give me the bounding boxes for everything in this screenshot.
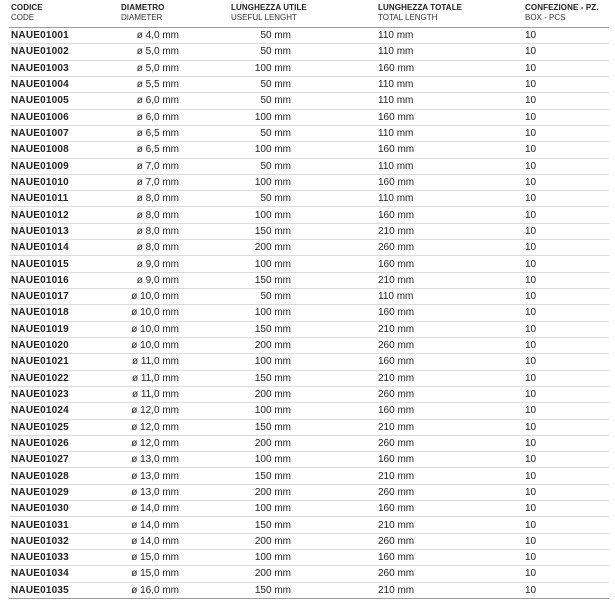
table-row	[9, 533, 609, 549]
useful-length-cell	[229, 44, 376, 60]
useful-length-cell-value: 150 mm	[254, 470, 291, 482]
total-length-cell: 160 mm	[378, 62, 415, 74]
table-row	[9, 174, 609, 190]
useful-length-cell-value: 50 mm	[260, 30, 291, 42]
box-pcs-cell: 10	[525, 421, 537, 433]
useful-length-cell	[229, 533, 376, 549]
useful-length-cell-value: 50 mm	[260, 79, 291, 91]
diameter-cell-value: ø 6,5 mm	[136, 128, 179, 140]
table-row	[9, 354, 609, 370]
diameter-cell	[119, 321, 229, 337]
total-length-cell: 260 mm	[378, 486, 415, 498]
table-row	[9, 223, 609, 239]
diameter-cell-value: ø 8,0 mm	[136, 242, 179, 254]
diameter-cell	[119, 240, 229, 256]
useful-length-cell	[229, 419, 376, 435]
useful-length-cell-value: 200 mm	[254, 568, 291, 580]
box-pcs-cell: 10	[525, 340, 537, 352]
useful-length-cell-value: 100 mm	[254, 307, 291, 319]
diameter-cell	[119, 337, 229, 353]
code-cell: NAUE01023	[11, 389, 69, 401]
total-length-cell: 210 mm	[378, 421, 415, 433]
diameter-cell	[119, 223, 229, 239]
code-cell: NAUE01004	[11, 79, 69, 91]
code-cell: NAUE01003	[11, 62, 69, 74]
useful-length-cell	[229, 386, 376, 402]
code-cell: NAUE01017	[11, 291, 69, 303]
total-length-cell: 260 mm	[378, 389, 415, 401]
table-row	[9, 158, 609, 174]
code-cell: NAUE01021	[11, 356, 69, 368]
diameter-cell-value: ø 13,0 mm	[131, 470, 179, 482]
box-pcs-cell: 10	[525, 291, 537, 303]
useful-length-cell	[229, 93, 376, 109]
useful-length-cell-value: 100 mm	[254, 209, 291, 221]
code-cell: NAUE01002	[11, 46, 69, 58]
total-length-cell: 110 mm	[378, 291, 414, 303]
useful-length-cell-value: 150 mm	[254, 421, 291, 433]
code-cell: NAUE01015	[11, 258, 69, 270]
useful-length-cell	[229, 142, 376, 158]
useful-length-cell	[229, 370, 376, 386]
diameter-cell-value: ø 9,0 mm	[136, 258, 179, 270]
box-pcs-cell: 10	[525, 584, 537, 596]
diameter-cell	[119, 501, 229, 517]
diameter-cell-value: ø 8,0 mm	[136, 209, 179, 221]
header-label-en: CODE	[11, 13, 35, 22]
total-length-cell: 210 mm	[378, 274, 415, 286]
useful-length-cell	[229, 501, 376, 517]
code-cell: NAUE01035	[11, 584, 69, 596]
table-row	[9, 321, 609, 337]
diameter-cell	[119, 142, 229, 158]
diameter-cell	[119, 452, 229, 468]
useful-length-cell-value: 100 mm	[254, 503, 291, 515]
header-label-it: CONFEZIONE - PZ.	[525, 3, 599, 12]
code-cell: NAUE01024	[11, 405, 69, 417]
table-row	[9, 386, 609, 402]
box-pcs-cell: 10	[525, 519, 537, 531]
diameter-cell	[119, 109, 229, 125]
code-cell: NAUE01012	[11, 209, 69, 221]
diameter-cell	[119, 289, 229, 305]
table-row	[9, 93, 609, 109]
box-pcs-cell: 10	[525, 46, 537, 58]
useful-length-cell	[229, 550, 376, 566]
box-pcs-cell: 10	[525, 95, 537, 107]
diameter-cell	[119, 419, 229, 435]
diameter-cell	[119, 125, 229, 141]
code-cell: NAUE01020	[11, 340, 69, 352]
total-length-cell: 210 mm	[378, 519, 415, 531]
useful-length-cell-value: 50 mm	[260, 95, 291, 107]
header-label-it: LUNGHEZZA UTILE	[231, 3, 307, 12]
diameter-cell	[119, 533, 229, 549]
diameter-cell-value: ø 5,5 mm	[136, 79, 179, 91]
box-pcs-cell: 10	[525, 372, 537, 384]
diameter-cell-value: ø 15,0 mm	[131, 568, 179, 580]
diameter-cell-value: ø 14,0 mm	[131, 535, 179, 547]
code-cell: NAUE01005	[11, 95, 69, 107]
code-cell: NAUE01010	[11, 176, 69, 188]
header-total-length	[376, 3, 523, 28]
useful-length-cell	[229, 240, 376, 256]
header-label-en: BOX - PCS	[525, 13, 566, 22]
code-cell: NAUE01001	[11, 30, 69, 42]
code-cell: NAUE01008	[11, 144, 69, 156]
useful-length-cell-value: 200 mm	[254, 340, 291, 352]
useful-length-cell	[229, 582, 376, 598]
header-label-en: DIAMETER	[121, 13, 163, 22]
diameter-cell-value: ø 10,0 mm	[131, 323, 179, 335]
useful-length-cell-value: 150 mm	[254, 323, 291, 335]
diameter-cell	[119, 435, 229, 451]
header-label-it: CODICE	[11, 3, 43, 12]
useful-length-cell	[229, 28, 376, 44]
useful-length-cell	[229, 468, 376, 484]
useful-length-cell	[229, 76, 376, 92]
code-cell: NAUE01032	[11, 535, 69, 547]
diameter-cell	[119, 174, 229, 190]
box-pcs-cell: 10	[525, 258, 537, 270]
diameter-cell-value: ø 6,0 mm	[136, 95, 179, 107]
table-row	[9, 272, 609, 288]
diameter-cell	[119, 370, 229, 386]
useful-length-cell-value: 50 mm	[260, 193, 291, 205]
useful-length-cell	[229, 272, 376, 288]
useful-length-cell	[229, 435, 376, 451]
table-row	[9, 109, 609, 125]
useful-length-cell-value: 100 mm	[254, 111, 291, 123]
box-pcs-cell: 10	[525, 307, 537, 319]
useful-length-cell-value: 200 mm	[254, 486, 291, 498]
useful-length-cell	[229, 256, 376, 272]
useful-length-cell	[229, 289, 376, 305]
table-body	[9, 28, 609, 599]
useful-length-cell-value: 200 mm	[254, 535, 291, 547]
header-box-pcs	[523, 3, 609, 28]
useful-length-cell	[229, 517, 376, 533]
total-length-cell: 160 mm	[378, 144, 415, 156]
total-length-cell: 260 mm	[378, 535, 415, 547]
diameter-cell-value: ø 12,0 mm	[131, 421, 179, 433]
code-cell: NAUE01025	[11, 421, 69, 433]
useful-length-cell	[229, 354, 376, 370]
diameter-cell-value: ø 13,0 mm	[131, 486, 179, 498]
table-row	[9, 501, 609, 517]
total-length-cell: 210 mm	[378, 323, 415, 335]
total-length-cell: 260 mm	[378, 437, 415, 449]
box-pcs-cell: 10	[525, 503, 537, 515]
total-length-cell: 110 mm	[378, 95, 414, 107]
box-pcs-cell: 10	[525, 62, 537, 74]
code-cell: NAUE01022	[11, 372, 69, 384]
table-row	[9, 403, 609, 419]
box-pcs-cell: 10	[525, 242, 537, 254]
box-pcs-cell: 10	[525, 176, 537, 188]
useful-length-cell	[229, 403, 376, 419]
total-length-cell: 210 mm	[378, 372, 415, 384]
total-length-cell: 260 mm	[378, 568, 415, 580]
useful-length-cell-value: 100 mm	[254, 62, 291, 74]
box-pcs-cell: 10	[525, 79, 537, 91]
useful-length-cell	[229, 452, 376, 468]
table-row	[9, 44, 609, 60]
useful-length-cell	[229, 566, 376, 582]
box-pcs-cell: 10	[525, 225, 537, 237]
header-diameter	[119, 3, 229, 28]
useful-length-cell-value: 100 mm	[254, 258, 291, 270]
total-length-cell: 160 mm	[378, 111, 415, 123]
header-label-en: TOTAL LENGTH	[378, 13, 438, 22]
table-row	[9, 452, 609, 468]
useful-length-cell-value: 50 mm	[260, 160, 291, 172]
useful-length-cell-value: 150 mm	[254, 519, 291, 531]
diameter-cell	[119, 582, 229, 598]
code-cell: NAUE01031	[11, 519, 69, 531]
useful-length-cell-value: 100 mm	[254, 356, 291, 368]
useful-length-cell	[229, 207, 376, 223]
useful-length-cell-value: 150 mm	[254, 225, 291, 237]
table-row	[9, 550, 609, 566]
box-pcs-cell: 10	[525, 111, 537, 123]
table-row	[9, 76, 609, 92]
diameter-cell-value: ø 7,0 mm	[136, 160, 179, 172]
code-cell: NAUE01014	[11, 242, 69, 254]
table-row	[9, 240, 609, 256]
code-cell: NAUE01007	[11, 128, 69, 140]
total-length-cell: 160 mm	[378, 258, 415, 270]
useful-length-cell-value: 50 mm	[260, 128, 291, 140]
box-pcs-cell: 10	[525, 356, 537, 368]
total-length-cell: 160 mm	[378, 209, 415, 221]
diameter-cell	[119, 484, 229, 500]
table-row	[9, 435, 609, 451]
table-row	[9, 125, 609, 141]
table-row	[9, 142, 609, 158]
useful-length-cell	[229, 158, 376, 174]
product-table	[9, 3, 609, 599]
diameter-cell	[119, 207, 229, 223]
table-row	[9, 468, 609, 484]
box-pcs-cell: 10	[525, 470, 537, 482]
code-cell: NAUE01006	[11, 111, 69, 123]
useful-length-cell-value: 100 mm	[254, 144, 291, 156]
useful-length-cell-value: 200 mm	[254, 242, 291, 254]
code-cell: NAUE01029	[11, 486, 69, 498]
table-row	[9, 517, 609, 533]
box-pcs-cell: 10	[525, 209, 537, 221]
header-useful-length	[229, 3, 376, 28]
diameter-cell-value: ø 6,0 mm	[136, 111, 179, 123]
box-pcs-cell: 10	[525, 454, 537, 466]
code-cell: NAUE01016	[11, 274, 69, 286]
useful-length-cell	[229, 337, 376, 353]
box-pcs-cell: 10	[525, 486, 537, 498]
code-cell: NAUE01018	[11, 307, 69, 319]
total-length-cell: 160 mm	[378, 454, 415, 466]
table-header	[9, 3, 609, 28]
useful-length-cell-value: 150 mm	[254, 372, 291, 384]
useful-length-cell	[229, 60, 376, 76]
total-length-cell: 110 mm	[378, 46, 414, 58]
total-length-cell: 110 mm	[378, 30, 414, 42]
diameter-cell-value: ø 12,0 mm	[131, 437, 179, 449]
useful-length-cell	[229, 191, 376, 207]
header-label-it: LUNGHEZZA TOTALE	[378, 3, 463, 12]
diameter-cell-value: ø 10,0 mm	[131, 291, 179, 303]
diameter-cell	[119, 272, 229, 288]
box-pcs-cell: 10	[525, 30, 537, 42]
box-pcs-cell: 10	[525, 568, 537, 580]
useful-length-cell-value: 100 mm	[254, 405, 291, 417]
diameter-cell	[119, 158, 229, 174]
useful-length-cell-value: 200 mm	[254, 437, 291, 449]
useful-length-cell	[229, 223, 376, 239]
code-cell: NAUE01019	[11, 323, 69, 335]
table-row	[9, 582, 609, 598]
useful-length-cell	[229, 125, 376, 141]
total-length-cell: 110 mm	[378, 79, 414, 91]
useful-length-cell	[229, 109, 376, 125]
diameter-cell-value: ø 16,0 mm	[131, 584, 179, 596]
diameter-cell-value: ø 4,0 mm	[136, 30, 179, 42]
box-pcs-cell: 10	[525, 160, 537, 172]
diameter-cell-value: ø 14,0 mm	[131, 503, 179, 515]
box-pcs-cell: 10	[525, 193, 537, 205]
code-cell: NAUE01026	[11, 437, 69, 449]
useful-length-cell-value: 50 mm	[260, 291, 291, 303]
code-cell: NAUE01011	[11, 193, 69, 205]
total-length-cell: 210 mm	[378, 584, 415, 596]
box-pcs-cell: 10	[525, 535, 537, 547]
code-cell: NAUE01034	[11, 568, 69, 580]
useful-length-cell-value: 150 mm	[254, 274, 291, 286]
table-row	[9, 305, 609, 321]
box-pcs-cell: 10	[525, 405, 537, 417]
diameter-cell	[119, 93, 229, 109]
table-row	[9, 337, 609, 353]
useful-length-cell-value: 150 mm	[254, 584, 291, 596]
useful-length-cell	[229, 484, 376, 500]
header-row	[9, 3, 609, 28]
code-cell: NAUE01009	[11, 160, 69, 172]
total-length-cell: 210 mm	[378, 470, 415, 482]
box-pcs-cell: 10	[525, 144, 537, 156]
table-row	[9, 484, 609, 500]
table-row	[9, 28, 609, 44]
diameter-cell-value: ø 8,0 mm	[136, 225, 179, 237]
box-pcs-cell: 10	[525, 128, 537, 140]
diameter-cell-value: ø 12,0 mm	[131, 405, 179, 417]
diameter-cell-value: ø 6,5 mm	[136, 144, 179, 156]
total-length-cell: 110 mm	[378, 193, 414, 205]
table-row	[9, 207, 609, 223]
useful-length-cell	[229, 305, 376, 321]
box-pcs-cell: 10	[525, 389, 537, 401]
diameter-cell	[119, 403, 229, 419]
box-pcs-cell: 10	[525, 437, 537, 449]
diameter-cell-value: ø 11,0 mm	[131, 356, 179, 368]
code-cell: NAUE01027	[11, 454, 69, 466]
useful-length-cell-value: 100 mm	[254, 552, 291, 564]
diameter-cell	[119, 60, 229, 76]
useful-length-cell-value: 50 mm	[260, 46, 291, 58]
diameter-cell-value: ø 13,0 mm	[131, 454, 179, 466]
diameter-cell-value: ø 11,0 mm	[131, 372, 179, 384]
useful-length-cell	[229, 321, 376, 337]
total-length-cell: 160 mm	[378, 176, 415, 188]
header-label-en: USEFUL LENGHT	[231, 13, 297, 22]
header-label-it: DIAMETRO	[121, 3, 165, 12]
diameter-cell-value: ø 5,0 mm	[136, 46, 179, 58]
table-row	[9, 60, 609, 76]
total-length-cell: 160 mm	[378, 307, 415, 319]
diameter-cell-value: ø 8,0 mm	[136, 193, 179, 205]
diameter-cell	[119, 517, 229, 533]
diameter-cell	[119, 305, 229, 321]
table-row	[9, 289, 609, 305]
header-code	[9, 3, 119, 28]
diameter-cell	[119, 256, 229, 272]
diameter-cell-value: ø 14,0 mm	[131, 519, 179, 531]
useful-length-cell-value: 100 mm	[254, 176, 291, 188]
total-length-cell: 160 mm	[378, 503, 415, 515]
total-length-cell: 210 mm	[378, 225, 415, 237]
diameter-cell-value: ø 5,0 mm	[136, 62, 179, 74]
diameter-cell-value: ø 11,0 mm	[131, 389, 179, 401]
diameter-cell-value: ø 10,0 mm	[131, 340, 179, 352]
diameter-cell	[119, 44, 229, 60]
diameter-cell	[119, 191, 229, 207]
total-length-cell: 160 mm	[378, 356, 415, 368]
useful-length-cell-value: 100 mm	[254, 454, 291, 466]
diameter-cell-value: ø 7,0 mm	[136, 176, 179, 188]
diameter-cell	[119, 550, 229, 566]
diameter-cell-value: ø 10,0 mm	[131, 307, 179, 319]
box-pcs-cell: 10	[525, 323, 537, 335]
diameter-cell	[119, 566, 229, 582]
diameter-cell	[119, 354, 229, 370]
diameter-cell	[119, 28, 229, 44]
total-length-cell: 160 mm	[378, 552, 415, 564]
diameter-cell-value: ø 9,0 mm	[136, 274, 179, 286]
total-length-cell: 110 mm	[378, 160, 414, 172]
useful-length-cell-value: 200 mm	[254, 389, 291, 401]
box-pcs-cell: 10	[525, 552, 537, 564]
total-length-cell: 260 mm	[378, 340, 415, 352]
total-length-cell: 110 mm	[378, 128, 414, 140]
diameter-cell	[119, 76, 229, 92]
code-cell: NAUE01028	[11, 470, 69, 482]
diameter-cell-value: ø 15,0 mm	[131, 552, 179, 564]
table-row	[9, 256, 609, 272]
table-row	[9, 370, 609, 386]
code-cell: NAUE01013	[11, 225, 69, 237]
diameter-cell	[119, 386, 229, 402]
table-row	[9, 419, 609, 435]
total-length-cell: 260 mm	[378, 242, 415, 254]
box-pcs-cell: 10	[525, 274, 537, 286]
table-row	[9, 191, 609, 207]
table-row	[9, 566, 609, 582]
total-length-cell: 160 mm	[378, 405, 415, 417]
diameter-cell	[119, 468, 229, 484]
code-cell: NAUE01030	[11, 503, 69, 515]
useful-length-cell	[229, 174, 376, 190]
code-cell: NAUE01033	[11, 552, 69, 564]
